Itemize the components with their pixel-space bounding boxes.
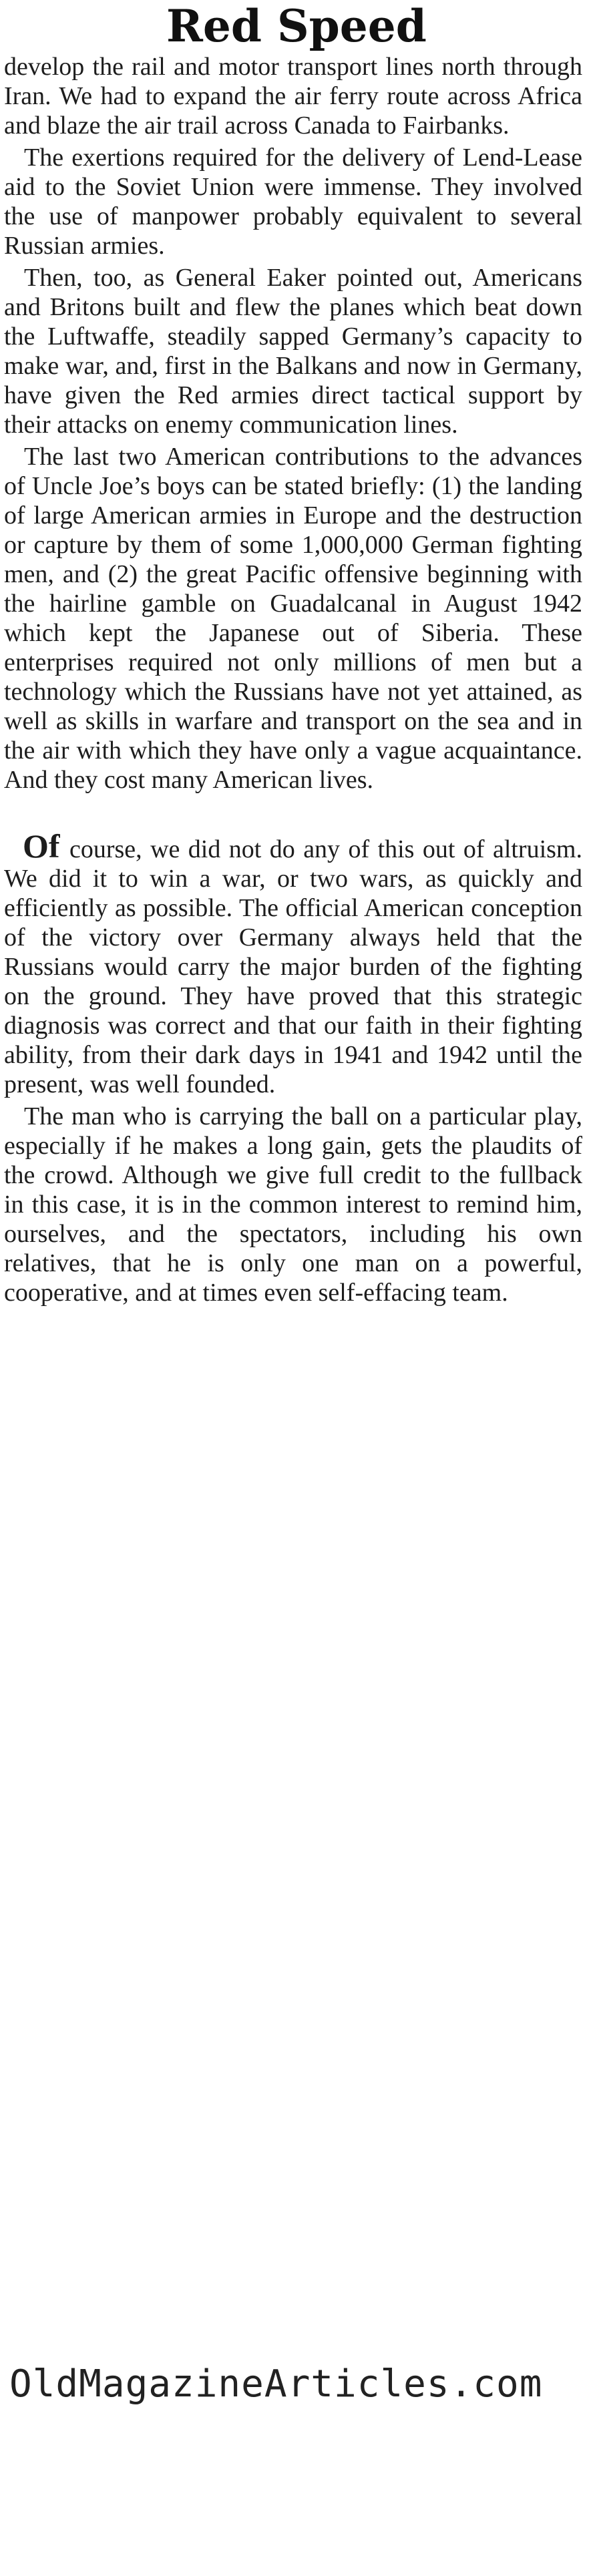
article-paragraph: The man who is carrying the ball on a particular play, especially if he makes a long gain, gets the plaudits of the crowd. Although we give full credit to the fullback in this case, it is in the common interest to remind him, ourselves, and the spectators, including his own relatives, that he is only one man on a powerful, cooperative, and at times even self-effacing team. — [4, 1102, 582, 1307]
article-paragraph: The last two American contributions to the advances of Uncle Joe’s boys can be stated briefly: (1) the landing of large American armies in Europe and the destruction or capture by them of some 1,000,000 German fighting men, and (2) the great Pacific offensive beginning with the hairline gamble on Guadalcanal in August 1942 which kept the Japanese out of Siberia. These enterprises required not only millions of men but a technology which the Russians have not yet attained, as well as skills in warfare and transport on the sea and in the air with which they have only a vague acquaintance. And they cost many American lives. — [4, 443, 582, 794]
article-paragraph: Then, too, as General Eaker pointed out, Americans and Britons built and flew the planes which beat down the Luftwaffe, steadily sapped Germany’s capacity to make war, and, first in the Balkans and now in Germany, have given the Red armies direct tactical support by their attacks on enemy communication lines. — [4, 264, 582, 439]
article-paragraph: develop the rail and motor transport lines north through Iran. We had to expand the air ferry route across Africa and blaze the air trail across Canada to Fairbanks. — [4, 53, 582, 140]
dropcap-paragraph-text: course, we did not do any of this out of altruism. We did it to win a war, or two wars, as quickly and efficiently as possible. The official American conception of the victory over Germany always held that the Russians would carry the major burden of the fighting on the ground. They have proved that this strategic diagnosis was correct and that our faith in their fighting ability, from their dark days in 1941 and 1942 until the present, was well founded. — [4, 835, 582, 1098]
article-paragraph-dropcap — [4, 829, 582, 1099]
article-body — [4, 52, 582, 1307]
dropcap: Of — [23, 827, 60, 865]
page-title: Red Speed — [166, 0, 427, 52]
article-paragraph: The exertions required for the delivery of Lend-Lease aid to the Soviet Union were immense. They involved the use of manpower probably equivalent to several Russian armies. — [4, 144, 582, 260]
source-credit: OldMagazineArticles.com — [9, 2362, 543, 2406]
